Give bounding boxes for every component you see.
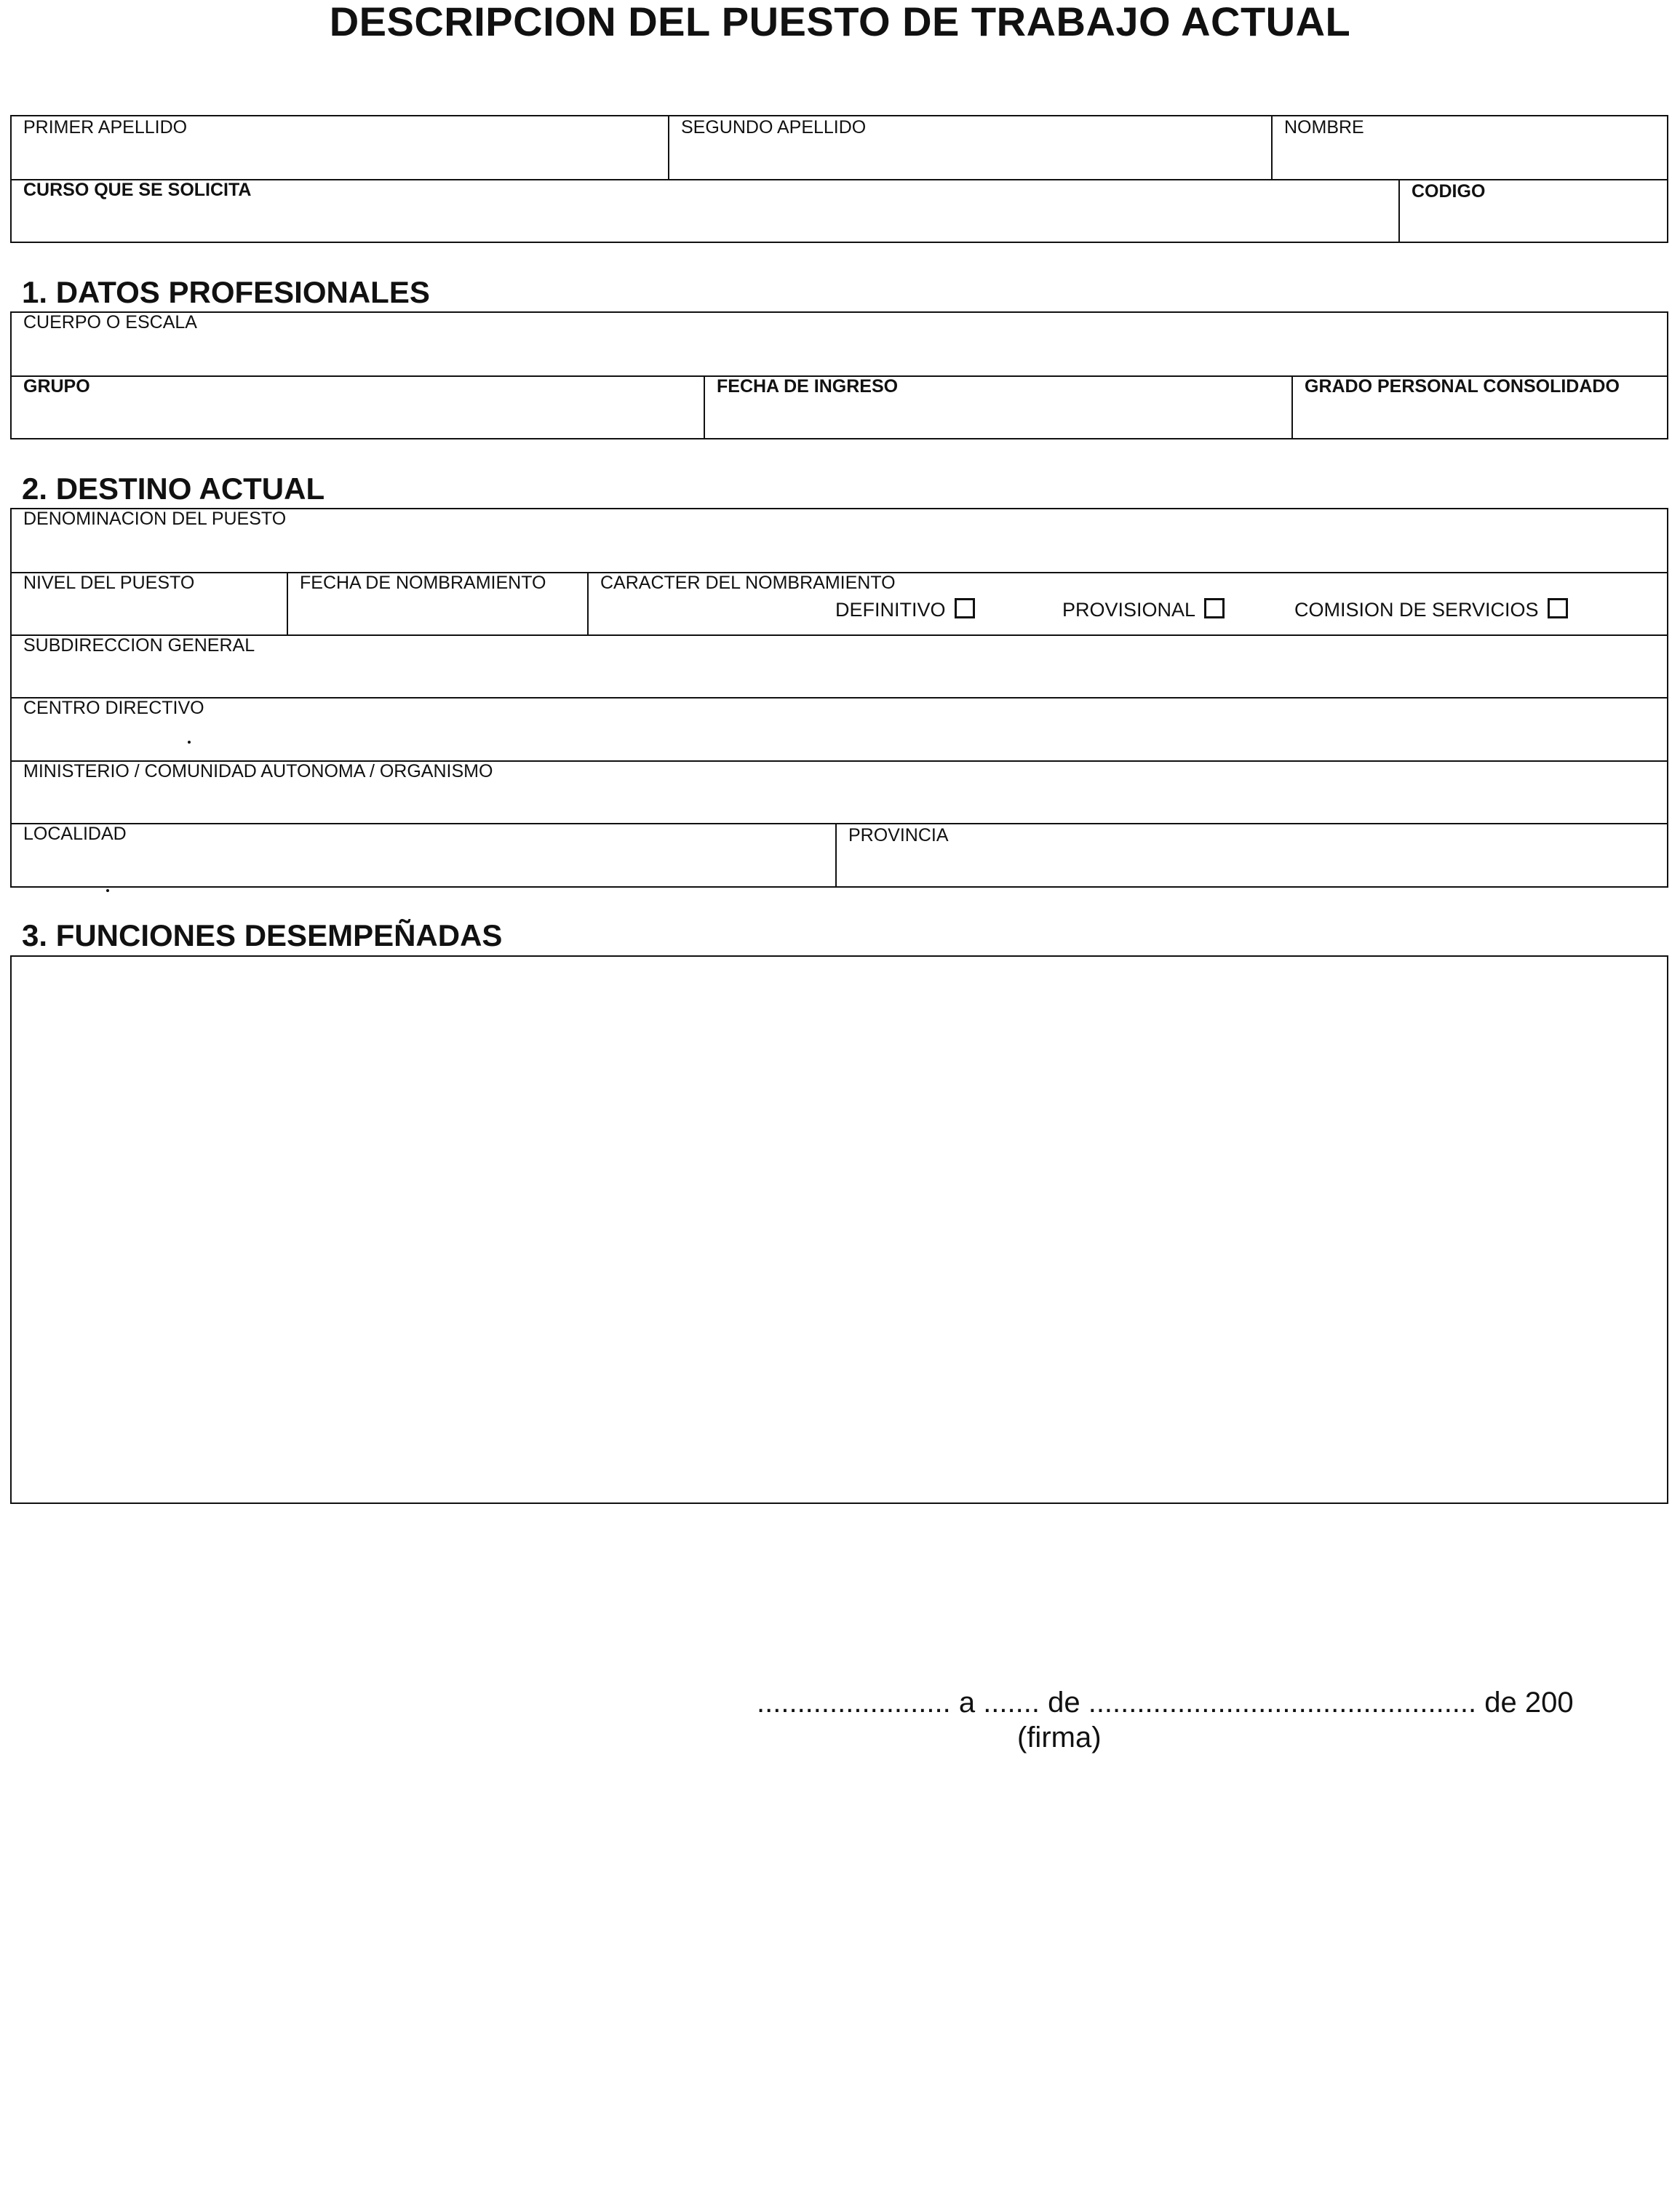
option-definitivo-label: DEFINITIVO bbox=[835, 599, 946, 621]
codigo-field[interactable] bbox=[1400, 180, 1667, 242]
primer-apellido-field[interactable] bbox=[12, 116, 668, 179]
nivel-puesto-label: NIVEL DEL PUESTO bbox=[23, 573, 195, 593]
header-block bbox=[10, 115, 1668, 243]
provisional-checkbox[interactable] bbox=[1204, 598, 1225, 618]
grado-label: GRADO PERSONAL CONSOLIDADO bbox=[1305, 376, 1620, 397]
option-definitivo[interactable] bbox=[835, 598, 975, 621]
grupo-field[interactable] bbox=[12, 377, 704, 438]
section-1-heading: 1. DATOS PROFESIONALES bbox=[22, 275, 430, 309]
subdireccion-field[interactable] bbox=[12, 636, 1667, 697]
ministerio-field[interactable] bbox=[12, 762, 1667, 823]
cuerpo-escala-field[interactable] bbox=[12, 313, 1667, 375]
section-3-heading: 3. FUNCIONES DESEMPEÑADAS bbox=[22, 918, 503, 952]
cuerpo-escala-label: CUERPO O ESCALA bbox=[23, 312, 197, 333]
primer-apellido-label: PRIMER APELLIDO bbox=[23, 117, 188, 138]
scan-speck bbox=[106, 889, 109, 892]
subdireccion-label: SUBDIRECCION GENERAL bbox=[23, 635, 255, 656]
option-provisional[interactable] bbox=[1062, 598, 1225, 621]
funciones-textarea[interactable] bbox=[10, 955, 1668, 1504]
firma-label: (firma) bbox=[1017, 1722, 1102, 1754]
date-place-line: ........................ a ....... de ................................................ de 200 bbox=[757, 1687, 1574, 1719]
fecha-ingreso-label: FECHA DE INGRESO bbox=[717, 376, 899, 397]
provincia-label: PROVINCIA bbox=[848, 825, 949, 845]
destino-actual-block bbox=[10, 508, 1668, 888]
denominacion-label: DENOMINACION DEL PUESTO bbox=[23, 509, 287, 529]
segundo-apellido-field[interactable] bbox=[669, 116, 1271, 179]
ministerio-label: MINISTERIO / COMUNIDAD AUTONOMA / ORGANISMO bbox=[23, 761, 493, 781]
fecha-ingreso-field[interactable] bbox=[705, 377, 1291, 438]
centro-directivo-label: CENTRO DIRECTIVO bbox=[23, 698, 204, 718]
localidad-label: LOCALIDAD bbox=[23, 824, 127, 844]
section-2-heading: 2. DESTINO ACTUAL bbox=[22, 471, 325, 506]
caracter-nombramiento-label: CARACTER DEL NOMBRAMIENTO bbox=[600, 573, 896, 593]
nombre-field[interactable] bbox=[1273, 116, 1667, 179]
definitivo-checkbox[interactable] bbox=[955, 598, 975, 618]
datos-profesionales-block bbox=[10, 311, 1668, 439]
fecha-nombramiento-field[interactable] bbox=[288, 573, 587, 634]
segundo-apellido-label: SEGUNDO APELLIDO bbox=[681, 117, 867, 138]
grupo-label: GRUPO bbox=[23, 376, 90, 397]
fecha-nombramiento-label: FECHA DE NOMBRAMIENTO bbox=[300, 573, 546, 593]
curso-field[interactable] bbox=[12, 180, 1398, 242]
scan-speck bbox=[188, 741, 191, 744]
form-title: DESCRIPCION DEL PUESTO DE TRABAJO ACTUAL bbox=[329, 0, 1351, 44]
codigo-label: CODIGO bbox=[1412, 181, 1486, 202]
option-comision-label: COMISION DE SERVICIOS bbox=[1294, 599, 1539, 621]
denominacion-field[interactable] bbox=[12, 509, 1667, 572]
option-comision[interactable] bbox=[1294, 598, 1568, 621]
option-provisional-label: PROVISIONAL bbox=[1062, 599, 1196, 621]
nivel-puesto-field[interactable] bbox=[12, 573, 287, 634]
curso-label: CURSO QUE SE SOLICITA bbox=[23, 180, 252, 200]
localidad-field[interactable] bbox=[12, 824, 835, 886]
grado-field[interactable] bbox=[1293, 377, 1667, 438]
comision-checkbox[interactable] bbox=[1548, 598, 1568, 618]
provincia-field[interactable] bbox=[837, 824, 1667, 886]
caracter-nombramiento-field bbox=[589, 573, 1667, 634]
centro-directivo-field[interactable] bbox=[12, 698, 1667, 760]
nombre-label: NOMBRE bbox=[1284, 117, 1364, 138]
